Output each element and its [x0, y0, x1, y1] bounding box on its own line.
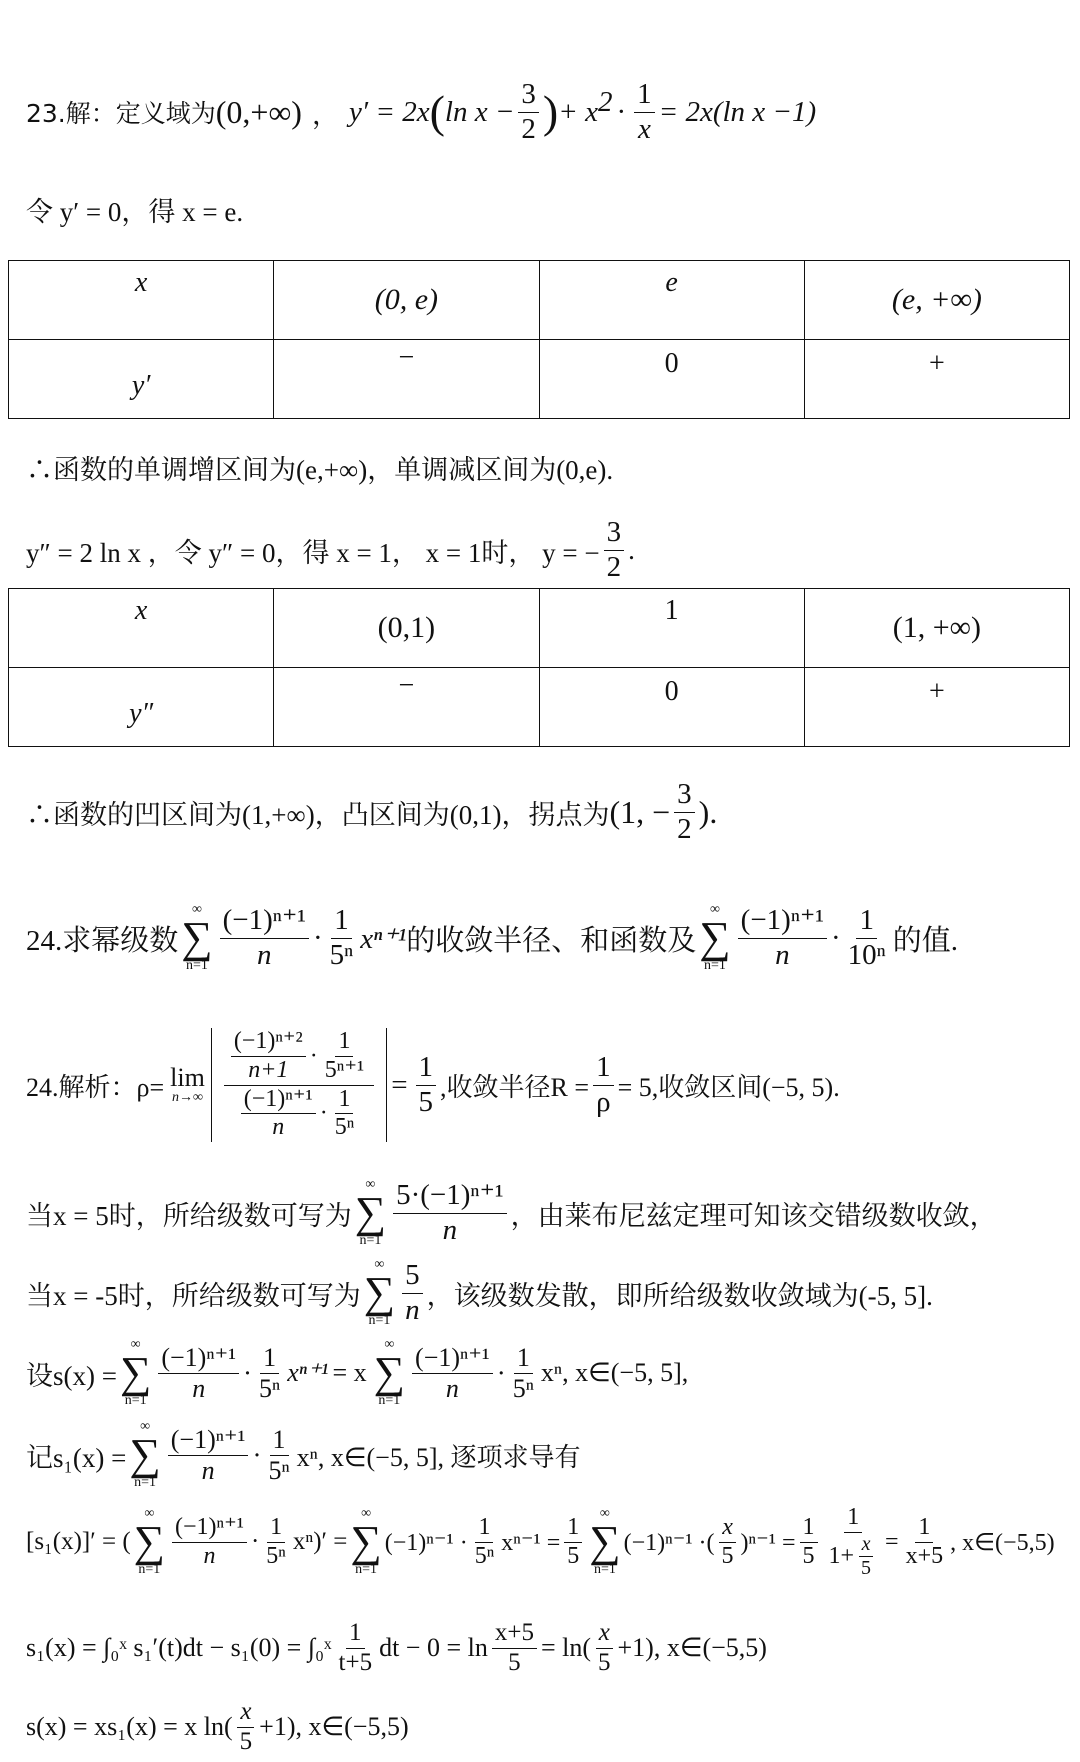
inner-frac	[241, 1086, 316, 1142]
frac-num: 1	[856, 904, 877, 938]
concave-frac	[674, 778, 695, 846]
s1-integral	[26, 1612, 767, 1684]
equals: =	[885, 1528, 899, 1555]
abs-value	[211, 1028, 387, 1141]
frac-num: 1	[267, 1514, 285, 1543]
frac-num: 1	[915, 1514, 933, 1543]
frac-den: 5ⁿ	[474, 1542, 495, 1569]
s-definition: 设s(x) = ∞ ∑ n=1 $\frac{\text{(−1)ⁿ⁺¹}}{n}$ · $\frac{1}{\text{5ⁿ}}$ xⁿ⁺¹ = x ∞ ∑ n=1 $\frac{\text{(−1)ⁿ⁺¹}}{n}$ · $\frac{1}{\text{5ⁿ}}$ xⁿ, x∈(−5, 5],	[26, 1337, 689, 1408]
lim-text: lim	[170, 1063, 205, 1092]
dot-operator: ·	[312, 921, 323, 954]
sigma-glyph: ∑	[133, 1517, 166, 1567]
integral-mid: dt − 0 = ln	[379, 1633, 488, 1662]
frac-num: 1	[346, 1619, 365, 1649]
frac-num: (−1)ⁿ⁺¹	[172, 1514, 247, 1543]
sum-symbol	[699, 903, 730, 973]
cell-text: (0, e)	[374, 283, 439, 316]
sum-bottom: n=1	[134, 1474, 157, 1490]
cell-text: 0	[664, 348, 679, 379]
sigma-glyph: ∑	[119, 1348, 152, 1398]
sum-symbol	[589, 1507, 620, 1577]
table-cell	[804, 589, 1069, 668]
equals: =	[391, 1068, 408, 1101]
frac-den: x	[637, 112, 651, 145]
monotone-intervals	[26, 448, 613, 487]
sum-bottom: n=1	[124, 1392, 147, 1408]
frac-den: x+5	[905, 1542, 944, 1569]
cell-text: −	[398, 670, 415, 701]
frac-num: (−1)ⁿ⁺¹	[168, 1425, 249, 1456]
frac-num: (−1)ⁿ⁺¹	[738, 904, 827, 938]
cell-text: 0	[664, 676, 679, 707]
frac-den: 5	[861, 1556, 872, 1579]
sigma-glyph: ∑	[350, 1517, 382, 1567]
monotone-text: ∴函数的单调增区间为(e,+∞)，单调减区间为(0,e).	[26, 455, 614, 485]
table-cell	[9, 261, 274, 340]
frac-den: 5	[239, 1727, 253, 1755]
frac-den: 5ⁿ	[512, 1373, 534, 1403]
frac-den: n	[201, 1455, 215, 1485]
sigma-glyph: ∑	[129, 1430, 161, 1480]
frac-den: 5ⁿ	[268, 1455, 290, 1485]
frac-den: n	[445, 1373, 459, 1403]
p23-critical-text: 令 y′ = 0，得 x = e.	[26, 197, 244, 227]
concave-text: ∴函数的凹区间为(1,+∞)，凸区间为(0,1)，拐点为	[26, 799, 610, 830]
sum-top: ∞	[709, 902, 720, 918]
frac-den: 5ⁿ	[334, 1114, 355, 1141]
second-text: y″ = 2 ln x ，令 y″ = 0，得 x = 1， x = 1时， y = −	[26, 537, 600, 568]
sum-symbol	[374, 1338, 405, 1408]
frac-den: 5	[598, 1648, 611, 1676]
table-row	[9, 668, 1070, 747]
table-row	[9, 261, 1070, 340]
sdef-frac-a	[158, 1343, 239, 1404]
sigma-glyph: ∑	[699, 913, 731, 963]
sum-bottom: n=1	[186, 957, 208, 973]
sum-symbol	[129, 1420, 160, 1490]
inner-frac	[231, 1028, 306, 1084]
deriv-xn1: xⁿ⁻¹ =	[501, 1529, 561, 1556]
cell-text: x	[134, 267, 148, 298]
cell-text: e	[665, 267, 678, 298]
sdef-xpow: xⁿ⁺¹	[287, 1358, 329, 1387]
frac-den: 5	[567, 1542, 580, 1569]
p24q-xpow: xⁿ⁺¹	[360, 922, 407, 955]
sum-bottom: n=1	[593, 1561, 616, 1577]
frac-num: 3	[604, 516, 625, 550]
integral-lhs: s₁(x) = ∫₀ˣ s₁′(t)dt − s₁(0) = ∫₀ˣ	[26, 1633, 332, 1662]
den-text: 1+	[828, 1542, 855, 1569]
sigma-glyph: ∑	[354, 1188, 387, 1238]
sum-top: ∞	[599, 1506, 610, 1522]
sum-top: ∞	[191, 902, 202, 918]
frac-den: 5	[802, 1542, 815, 1569]
case-x-neg5	[26, 1252, 933, 1334]
frac-den: 5ⁿ⁺¹	[324, 1056, 365, 1083]
sigma-glyph: ∑	[373, 1348, 406, 1398]
sdef-mid: = x	[332, 1358, 367, 1387]
case-x-5	[26, 1168, 997, 1258]
cell-text: x	[134, 595, 148, 626]
sigma-glyph: ∑	[363, 1268, 396, 1318]
final-lhs: s(x) = xs₁(x) = x ln(	[26, 1712, 233, 1741]
frac-den: n	[442, 1213, 458, 1246]
p24-ratio-test	[26, 1010, 840, 1160]
p24q-post: 的值.	[892, 924, 959, 957]
sum-symbol	[120, 1338, 151, 1408]
deriv-p1: xⁿ)′ =	[292, 1528, 348, 1555]
ratio-den: $\frac{\text{(−1)ⁿ⁺¹}}{n}$ · $\frac{1}{\text{5ⁿ}}$	[234, 1086, 365, 1142]
sum-symbol	[355, 1178, 386, 1248]
table-cell	[804, 261, 1069, 340]
deriv-term2: (−1)ⁿ⁻¹ ·(	[623, 1529, 715, 1556]
frac-num: 1	[593, 1051, 614, 1085]
integral-tail: +1), x∈(−5,5)	[617, 1633, 767, 1662]
concave-point-b: ).	[698, 793, 718, 830]
sdef-pre: 设s(x) =	[26, 1360, 117, 1391]
p23-critical-point	[26, 190, 243, 229]
first-derivative-table	[8, 260, 1070, 419]
frac-den: n	[192, 1373, 206, 1403]
interval-text: = 5,收敛区间(−5, 5).	[617, 1072, 840, 1102]
frac-den: n	[405, 1293, 420, 1326]
cell-text: 1	[664, 595, 679, 626]
frac-den: n	[257, 938, 272, 971]
frac-num: (−1)ⁿ⁺¹	[412, 1343, 493, 1374]
paren-right: )	[542, 86, 559, 137]
frac-den: 5ⁿ	[259, 1373, 281, 1403]
case2-pre: 当x = -5时，所给级数可写为	[26, 1280, 361, 1311]
frac-den: n+1	[248, 1056, 289, 1083]
cell-text: y″	[129, 698, 154, 729]
deriv-pow: )ⁿ⁻¹ =	[740, 1529, 796, 1556]
one-fifth	[416, 1051, 437, 1119]
deriv-frac-f	[800, 1514, 818, 1570]
frac-num: 1	[514, 1343, 533, 1374]
inner-frac	[322, 1028, 367, 1084]
sum-bottom: n=1	[368, 1312, 391, 1328]
cell-text: +	[928, 676, 945, 707]
frac-den: 5ⁿ	[266, 1542, 286, 1569]
frac-den: n	[203, 1542, 216, 1569]
limit	[170, 1065, 205, 1105]
table-cell	[274, 589, 539, 668]
sum-symbol	[134, 1507, 165, 1577]
p24q-pre: 24.求幂级数	[26, 924, 179, 957]
frac-den: ρ	[596, 1085, 611, 1118]
cell-text: −	[398, 342, 415, 373]
sum-top: ∞	[144, 1506, 155, 1522]
s1def-frac-a	[168, 1425, 249, 1486]
sum-bottom: n=1	[378, 1392, 401, 1408]
second-derivative-table	[8, 588, 1070, 747]
frac-num: (−1)ⁿ⁺²	[231, 1028, 306, 1057]
frac-den: 5	[721, 1542, 734, 1569]
radius-text: ,收敛半径R =	[440, 1072, 590, 1102]
table-cell	[274, 261, 539, 340]
cell-text: (1, +∞)	[892, 611, 982, 644]
p23-frac-1-x	[634, 78, 655, 146]
table-cell	[539, 340, 804, 419]
p23-frac-3-2	[518, 78, 539, 146]
frac-num: 1	[416, 1051, 437, 1085]
table-cell	[9, 668, 274, 747]
frac-den: 10ⁿ	[847, 938, 886, 971]
p23-derivative-line	[26, 72, 816, 152]
final-tail: +1), x∈(−5,5)	[259, 1712, 409, 1741]
second-frac	[604, 516, 625, 584]
frac-num: x+5	[492, 1619, 537, 1649]
case2-post: ，该级数发散，即所给级数收敛域为(-5, 5].	[426, 1280, 933, 1311]
integral-frac-a	[336, 1619, 376, 1678]
frac-den: 5	[508, 1648, 521, 1676]
integral-mid2: = ln(	[540, 1633, 592, 1662]
concavity-line	[26, 772, 717, 852]
ratio-frac	[224, 1028, 374, 1141]
case1-frac	[393, 1179, 506, 1247]
sdef-frac-d	[510, 1343, 537, 1404]
frac-den: t+5	[338, 1648, 373, 1676]
second-end: .	[628, 534, 635, 565]
frac-num: 1	[335, 1028, 353, 1057]
s1def-post: xⁿ, x∈(−5, 5], 逐项求导有	[296, 1442, 581, 1472]
sum-bottom: n=1	[138, 1561, 161, 1577]
cell-text: +	[928, 348, 945, 379]
p23-dot: ·	[616, 95, 627, 128]
p23-square: 2	[597, 86, 613, 118]
sum-symbol	[364, 1258, 395, 1328]
s1-derivative: [s₁(x)]′ = ( ∞ ∑ n=1 $\frac{\text{(−1)ⁿ⁺¹}}{n}$ · $\frac{1}{\text{5ⁿ}}$ xⁿ)′ = ∞ ∑ n=1 (−1)ⁿ⁻¹ · $\frac{1}{\text{5ⁿ}}$ xⁿ⁻¹ = $\frac{1}{5}$ ∞ ∑ n=1 (−1)ⁿ⁻¹ ·( $\frac{x}{5}$ )ⁿ⁻¹ = $\frac{1}{5}$ 1 1+ $\frac{x}{5}$ = $\frac{1}{x+5}$ , x∈(−5,5)	[26, 1504, 1055, 1579]
concave-point-a: (1, −	[609, 793, 671, 830]
case1-pre: 当x = 5时，所给级数可写为	[26, 1200, 352, 1231]
second-derivative-line	[26, 515, 635, 585]
frac-num: 1	[331, 904, 352, 938]
sigma-glyph: ∑	[181, 913, 213, 963]
sigma-glyph: ∑	[589, 1517, 621, 1567]
table-cell	[539, 589, 804, 668]
p23-deriv-mid2: + x	[558, 95, 598, 128]
sum-bottom: n=1	[355, 1561, 378, 1577]
deriv-frac-c	[472, 1514, 498, 1570]
table-row	[9, 340, 1070, 419]
table-cell	[274, 668, 539, 747]
frac-num: 5·(−1)ⁿ⁺¹	[393, 1179, 506, 1213]
p23-domain: (0,+∞)	[215, 93, 302, 130]
p23-deriv-mid1: ln x −	[444, 95, 515, 128]
p23-deriv-lhs: y′ = 2x	[348, 95, 430, 128]
cell-text: (0,1)	[377, 611, 436, 644]
frac-den: n	[272, 1114, 285, 1141]
dot-operator: ·	[830, 921, 841, 954]
one-over-rho	[593, 1051, 614, 1119]
case1-post: ，由莱布尼兹定理可知该交错级数收敛，	[510, 1200, 997, 1231]
deriv-frac-g	[826, 1504, 882, 1580]
table-cell	[9, 340, 274, 419]
p24q-frac-c	[738, 904, 827, 972]
frac-num: 1	[335, 1086, 353, 1115]
frac-num: 1	[270, 1425, 289, 1456]
cell-text: (e, +∞)	[891, 283, 982, 316]
deriv-frac-a	[172, 1514, 247, 1570]
p23-sep: ，	[311, 99, 339, 130]
p24q-frac-a	[220, 904, 309, 972]
p24a-pre: 24.解析：ρ=	[26, 1072, 165, 1102]
sum-top: ∞	[361, 1506, 372, 1522]
s1def-pre: 记s₁(x) =	[26, 1442, 127, 1473]
frac-den: 2	[677, 812, 692, 845]
deriv-frac-b	[263, 1514, 289, 1570]
p24q-mid: 的收敛半径、和函数及	[406, 924, 697, 957]
integral-frac-c	[595, 1619, 614, 1678]
frac-den: 5	[418, 1085, 434, 1118]
sdef-post: xⁿ, x∈(−5, 5],	[540, 1358, 689, 1387]
sum-top: ∞	[140, 1419, 151, 1435]
case2-frac	[402, 1259, 423, 1327]
frac-num: 3	[518, 78, 539, 112]
final-frac	[237, 1698, 256, 1757]
inner-frac	[858, 1533, 874, 1580]
p23-deriv-rhs: = 2x(ln x −1)	[658, 95, 817, 128]
frac-den	[826, 1533, 882, 1580]
frac-num: 5	[402, 1259, 423, 1293]
final-sum-function	[26, 1692, 409, 1762]
frac-num: 1	[634, 78, 655, 112]
sum-symbol	[350, 1507, 381, 1577]
deriv-frac-e	[719, 1514, 737, 1570]
p24-question	[26, 890, 958, 986]
sum-top: ∞	[130, 1337, 141, 1353]
frac-num: 1	[800, 1514, 818, 1543]
frac-den: 2	[521, 112, 536, 145]
sum-top: ∞	[365, 1177, 376, 1193]
sdef-frac-b	[256, 1343, 283, 1404]
lim-sub: n→∞	[171, 1090, 203, 1105]
table-cell	[539, 261, 804, 340]
p23-label: 23.解：定义域为	[26, 99, 216, 128]
table-cell	[539, 668, 804, 747]
sum-top: ∞	[384, 1337, 395, 1353]
sum-bottom: n=1	[359, 1232, 382, 1248]
deriv-tail: , x∈(−5,5)	[950, 1529, 1055, 1556]
inner-frac	[332, 1086, 358, 1142]
ratio-num: $\frac{\text{(−1)ⁿ⁺²}}{n+1}$ · $\frac{1}{\text{5ⁿ⁺¹}}$	[224, 1028, 374, 1085]
frac-num: x	[237, 1698, 254, 1728]
frac-num: 1	[260, 1343, 279, 1374]
table-cell	[804, 668, 1069, 747]
sum-bottom: n=1	[704, 957, 726, 973]
cell-text: y′	[131, 370, 151, 401]
table-cell	[9, 589, 274, 668]
deriv-lhs: [s₁(x)]′ = (	[26, 1528, 131, 1555]
table-row	[9, 589, 1070, 668]
sum-top: ∞	[374, 1257, 385, 1273]
frac-num: 1	[844, 1504, 862, 1533]
integral-frac-b	[492, 1619, 537, 1678]
table-cell	[804, 340, 1069, 419]
frac-num: x	[596, 1619, 613, 1649]
frac-num: 1	[475, 1514, 493, 1543]
frac-num: x	[859, 1533, 874, 1557]
frac-num: x	[719, 1514, 736, 1543]
frac-den: 5ⁿ	[329, 938, 354, 971]
p24q-frac-d	[845, 904, 889, 972]
frac-num: 3	[674, 778, 695, 812]
table-cell	[274, 340, 539, 419]
sdef-frac-c	[412, 1343, 493, 1404]
deriv-frac-h	[903, 1514, 947, 1570]
frac-den: n	[775, 938, 790, 971]
deriv-term: (−1)ⁿ⁻¹ ·	[384, 1529, 468, 1556]
frac-num: (−1)ⁿ⁺¹	[241, 1086, 316, 1115]
sum-symbol	[181, 903, 212, 973]
frac-den: 2	[606, 550, 622, 583]
frac-num: 1	[564, 1514, 582, 1543]
deriv-frac-d	[564, 1514, 582, 1570]
s1def-frac-b	[265, 1425, 292, 1486]
frac-num: (−1)ⁿ⁺¹	[220, 904, 309, 938]
s1-definition: 记s₁(x) = ∞ ∑ n=1 $\frac{\text{(−1)ⁿ⁺¹}}{n}$ · $\frac{1}{\text{5ⁿ}}$ xⁿ, x∈(−5, 5], 逐项求导有	[26, 1419, 581, 1490]
frac-num: (−1)ⁿ⁺¹	[158, 1343, 239, 1374]
p24q-frac-b	[327, 904, 357, 972]
paren-left: (	[429, 86, 445, 137]
